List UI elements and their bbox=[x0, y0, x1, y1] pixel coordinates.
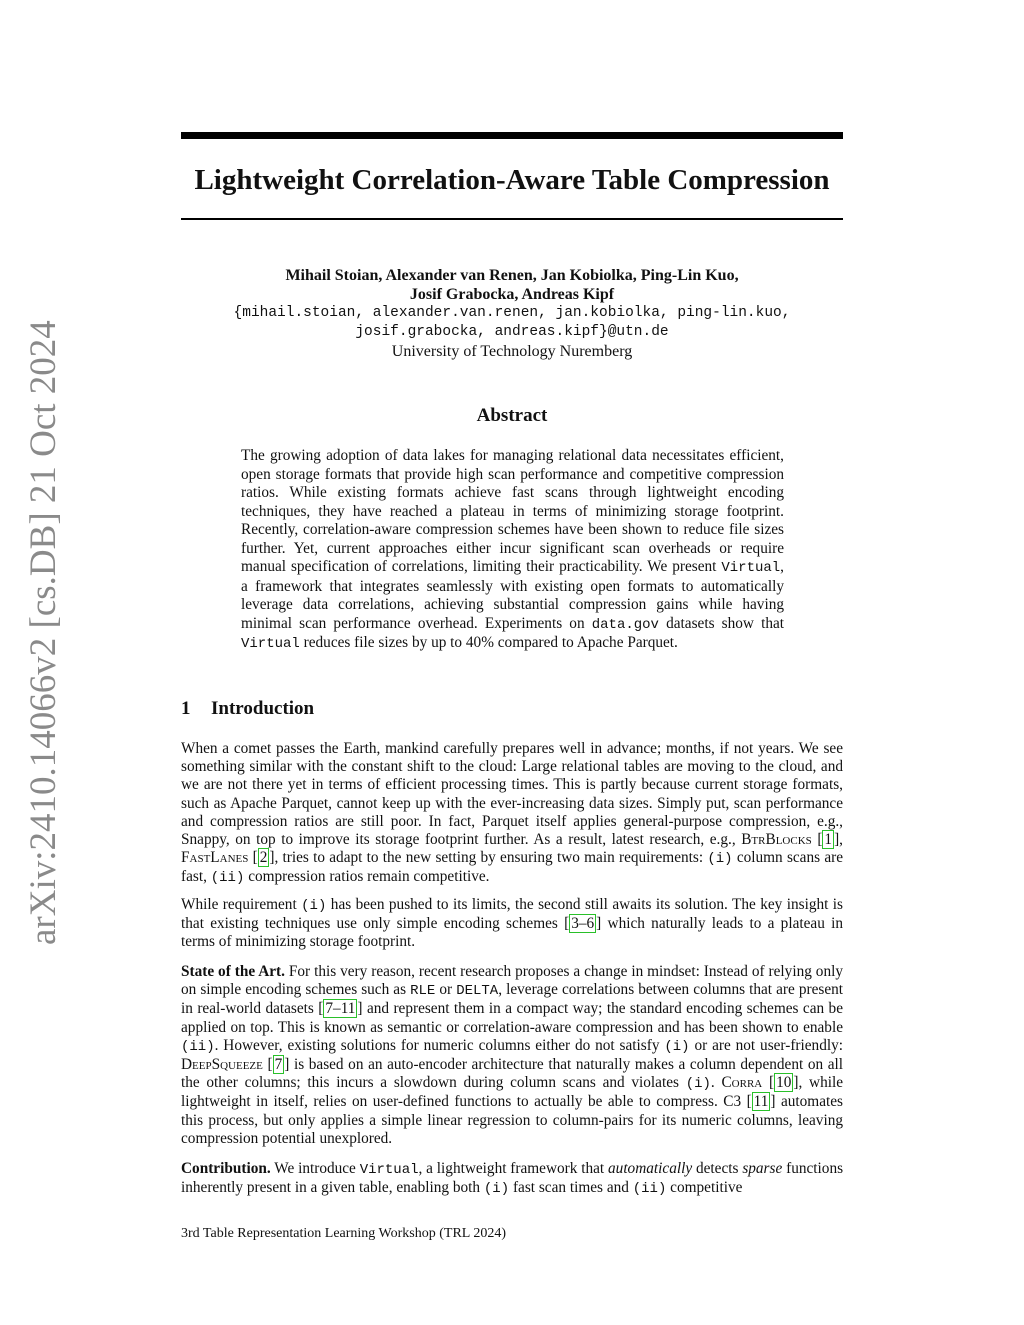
title-top-rule bbox=[181, 132, 843, 139]
author-names-line1: Mihail Stoian, Alexander van Renen, Jan Kobiolka, Ping-Lin Kuo, bbox=[285, 267, 739, 284]
citation-link[interactable]: 11 bbox=[753, 1093, 769, 1111]
abstract-text: The growing adoption of data lakes for managing relational data necessitates efficient, open storage formats that provide high scan performance and competitive compression ratios. While existing formats achieve fast scans through lightweight encoding techniques, they have reached a plateau in terms of minimizing storage footprint. Recently, correlation-aware compression schemes have been shown to reduce file sizes further. Yet, current approaches either incur significant scan overheads or require manual specification of correlations, limiting their practicability. We present Virtual, a framework that integrates seamlessly with existing open formats to automatically leverage data correlations, achieving substantial compression gains while having minimal scan performance overhead. Experiments on data.gov datasets show that Virtual reduces file sizes by up to 40% compared to Apache Parquet. bbox=[241, 447, 785, 652]
section-heading: 1 Introduction bbox=[181, 698, 315, 719]
intro-paragraph-state-of-art: State of the Art. For this very reason, recent research proposes a change in mindset: Instead of relying only on simple encoding schemes such as RLE or DELTA, leverage correlations between columns that are present in real-world datasets [ 7–11 ] and represent them in a compact way; the standard encoding schemes can be applied on top. This is known as semantic or correlation-aware compression and has been shown to enable (ii). However, existing solutions for numeric columns either do not satisfy (i) or are not user-friendly: DeepSqueeze [ 7 ] is based on an auto-encoder architecture that naturally makes a column dependent on all the other columns; this incurs a slowdown during column scans and violates (i). Corra [ 10 ], while lightweight in itself, relies on user-defined functions to actually be able to compress. C3 [ 11 ] automates this process, but only applies a simple linear regression to column-pairs for its numeric columns, leaving compression potential unexplored. bbox=[181, 963, 844, 1147]
code-data-gov: data.gov bbox=[591, 616, 659, 633]
intro-paragraph-contribution: Contribution. We introduce Virtual, a lightweight framework that automatically detects sparse functions inherently present in a given table, enabling both (i) fast scan times and (ii) competitive bbox=[181, 1160, 844, 1198]
title-bottom-rule bbox=[181, 218, 843, 220]
intro-paragraph-2: While requirement (i) has been pushed to its limits, the second still awaits its solution. The key insight is that existing techniques use only simple encoding schemes [ 3–6 ] which naturally leads to a plateau in terms of minimizing storage footprint. bbox=[181, 896, 844, 951]
venue-footer: 3rd Table Representation Learning Workshop (TRL 2024) bbox=[181, 1226, 507, 1241]
citation-link[interactable]: 1 bbox=[824, 831, 833, 849]
citation-link[interactable]: 7–11 bbox=[325, 1000, 356, 1018]
arxiv-stamp: arXiv:2410.14066v2 [cs.DB] 21 Oct 2024 bbox=[23, 320, 64, 945]
citation-link[interactable]: 2 bbox=[259, 849, 268, 867]
citation-link[interactable]: 10 bbox=[776, 1074, 792, 1092]
code-virtual: Virtual bbox=[241, 636, 300, 652]
author-emails-line1: {mihail.stoian, alexander.van.renen, jan.kobiolka, ping-lin.kuo, bbox=[233, 305, 791, 321]
intro-paragraph-1: When a comet passes the Earth, mankind carefully prepares well in advance; months, if not years. We see something similar with the constant shift to the cloud: Large relational tables are moving to the cloud, and we are not there yet in terms of efficient processing times. This is partly because current storage formats, such as Apache Parquet, cannot keep up with the ever-increasing data sizes. Simply put, scan performance and compression ratios are still poor. In fact, Parquet itself applies general-purpose compression, e.g., Snappy, on top to improve its storage footprint further. As a result, latest research, e.g., BtrBlocks [ 1 ], FastLanes [ 2 ], tries to adapt to the new setting by ensuring two main requirements: (i) column scans are fast, (ii) compression ratios remain competitive. bbox=[181, 740, 843, 887]
citation-link[interactable]: 7 bbox=[274, 1056, 283, 1074]
author-emails-line2: josif.grabocka, andreas.kipf}@utn.de bbox=[355, 324, 669, 340]
citation-link[interactable]: 3–6 bbox=[571, 915, 595, 933]
paper-title: Lightweight Correlation-Aware Table Compression bbox=[194, 164, 830, 196]
abstract-heading: Abstract bbox=[476, 405, 548, 426]
author-names-line2: Josif Grabocka, Andreas Kipf bbox=[409, 286, 615, 303]
code-virtual: Virtual bbox=[721, 560, 781, 576]
author-block bbox=[181, 266, 843, 361]
author-affiliation: University of Technology Nuremberg bbox=[391, 343, 633, 360]
